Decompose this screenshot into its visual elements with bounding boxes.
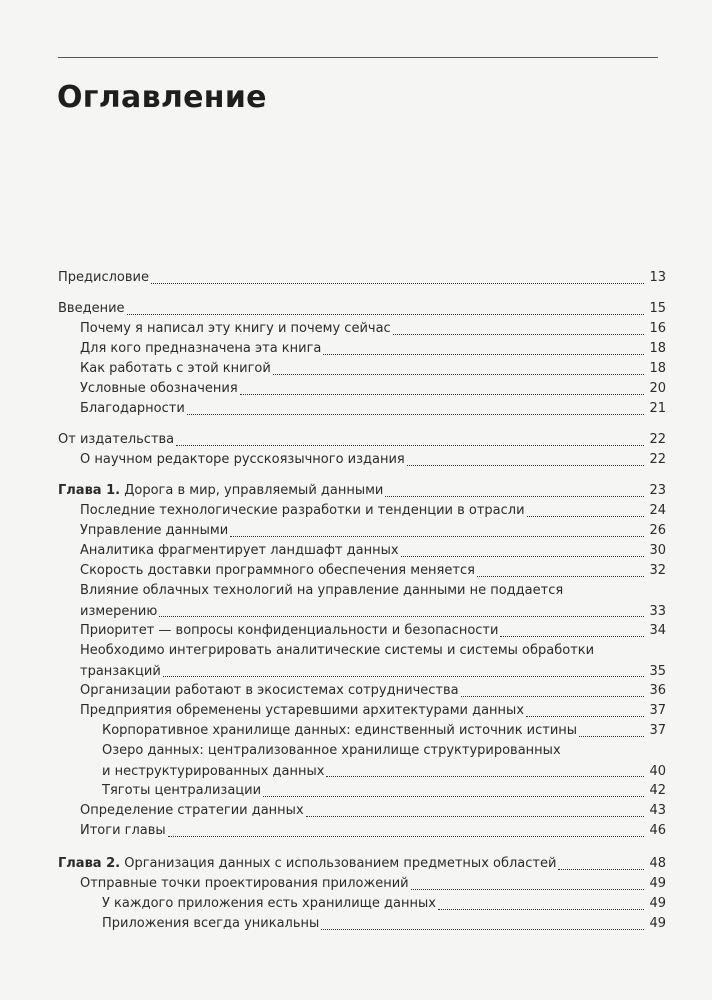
chapter-title: Организация данных с использованием предметных областей <box>124 856 557 871</box>
toc-page-number: 43 <box>649 803 666 818</box>
toc-entry[interactable] <box>58 801 666 821</box>
toc-entry-introduction[interactable] <box>58 299 666 319</box>
toc-entry-label: Приложения всегда уникальны <box>102 916 320 931</box>
toc-page-number: 33 <box>649 604 666 619</box>
toc-entry-label: Как работать с этой книгой <box>80 361 271 376</box>
toc-entry-preface[interactable] <box>58 268 666 288</box>
toc-page-number: 36 <box>649 683 666 698</box>
toc-entry-label: Организации работают в экосистемах сотрудничества <box>80 683 459 698</box>
toc-page-number: 24 <box>649 503 666 518</box>
toc-entry[interactable] <box>58 781 666 801</box>
toc-entry-label: Предисловие <box>58 270 149 285</box>
leader-dots <box>151 283 644 284</box>
leader-dots <box>176 445 644 446</box>
toc-entry[interactable] <box>58 894 666 914</box>
toc-entry-label: Аналитика фрагментирует ландшафт данных <box>80 543 399 558</box>
toc-page-number: 48 <box>649 856 666 871</box>
toc-page-number: 34 <box>649 623 666 638</box>
toc-entry[interactable] <box>58 501 666 521</box>
toc-entry[interactable] <box>58 641 666 681</box>
toc-entry-label: Скорость доставки программного обеспечения меняется <box>80 563 475 578</box>
toc-entry-label-line2: транзакций <box>80 664 161 679</box>
toc-entry-label: Определение стратегии данных <box>80 803 304 818</box>
leader-dots <box>385 496 644 497</box>
toc-entry-label: Корпоративное хранилище данных: единственный источник истины <box>102 723 578 738</box>
leader-dots <box>187 414 644 415</box>
toc-entry-label: Благодарности <box>80 401 185 416</box>
toc-page-number: 49 <box>649 916 666 931</box>
toc-entry-label: Управление данными <box>80 523 229 538</box>
toc-page-number: 37 <box>649 703 666 718</box>
toc-entry-label-line2: измерению <box>80 604 158 619</box>
toc-entry-label: Приоритет — вопросы конфиденциальности и безопасности <box>80 623 499 638</box>
toc-entry[interactable] <box>58 821 666 841</box>
toc-page-number: 18 <box>649 341 666 356</box>
toc-entry-label: Условные обозначения <box>80 381 238 396</box>
leader-dots <box>321 929 644 930</box>
toc-page-number: 15 <box>649 301 666 316</box>
toc-page-number: 22 <box>649 452 666 467</box>
toc-entry-label: Предприятия обременены устаревшими архитектурами данных <box>80 703 525 718</box>
toc-page-number: 37 <box>649 723 666 738</box>
toc-entry[interactable] <box>58 450 666 470</box>
toc-page-number: 16 <box>649 321 666 336</box>
leader-dots <box>461 696 644 697</box>
toc-entry[interactable] <box>58 581 666 621</box>
toc-entry-label-line1: Озеро данных: централизованное хранилище структурированных <box>102 743 561 758</box>
toc-entry[interactable] <box>58 521 666 541</box>
toc-entry[interactable] <box>58 914 666 934</box>
leader-dots <box>168 836 644 837</box>
toc-entry[interactable] <box>58 681 666 701</box>
leader-dots <box>500 636 644 637</box>
leader-dots <box>326 776 644 777</box>
toc-entry[interactable] <box>58 339 666 359</box>
toc-entry-chapter-1[interactable] <box>58 481 666 501</box>
toc-entry-label: От издательства <box>58 432 175 447</box>
toc-entry[interactable] <box>58 874 666 894</box>
toc-entry-label: О научном редакторе русскоязычного издания <box>80 452 405 467</box>
toc-page-number: 32 <box>649 563 666 578</box>
toc-entry-label: Отправные точки проектирования приложений <box>80 876 409 891</box>
toc-page-number: 26 <box>649 523 666 538</box>
toc-entry-label: Введение <box>58 301 125 316</box>
toc-page-number: 35 <box>649 664 666 679</box>
toc-entry-label: У каждого приложения есть хранилище данных <box>102 896 436 911</box>
toc-entry-label <box>58 481 383 501</box>
toc-entry[interactable] <box>58 741 666 781</box>
leader-dots <box>306 816 644 817</box>
toc-page-number: 20 <box>649 381 666 396</box>
leader-dots <box>477 576 644 577</box>
toc-entry[interactable] <box>58 359 666 379</box>
toc-entry[interactable] <box>58 379 666 399</box>
toc-page-number: 13 <box>649 270 666 285</box>
toc-page-number: 18 <box>649 361 666 376</box>
leader-dots <box>579 736 644 737</box>
toc-page-number: 21 <box>649 401 666 416</box>
leader-dots <box>323 354 644 355</box>
leader-dots <box>163 676 644 677</box>
toc-entry-label-line2: и неструктурированных данных <box>102 764 325 779</box>
toc-entry[interactable] <box>58 399 666 419</box>
toc-page-number: 23 <box>649 483 666 498</box>
toc-page-number: 30 <box>649 543 666 558</box>
leader-dots <box>393 334 644 335</box>
toc-entry-label: Тяготы централизации <box>102 783 262 798</box>
toc-entry[interactable] <box>58 621 666 641</box>
leader-dots <box>127 314 644 315</box>
toc-page-number: 49 <box>649 876 666 891</box>
toc-entry-publisher[interactable] <box>58 430 666 450</box>
leader-dots <box>527 516 644 517</box>
toc-page-number: 42 <box>649 783 666 798</box>
toc-page-number: 49 <box>649 896 666 911</box>
chapter-prefix: Глава 2. <box>58 856 121 871</box>
toc-entry-label: Итоги главы <box>80 823 166 838</box>
leader-dots <box>159 616 644 617</box>
leader-dots <box>230 536 644 537</box>
leader-dots <box>407 465 644 466</box>
toc-entry[interactable] <box>58 319 666 339</box>
leader-dots <box>558 869 644 870</box>
toc-entry[interactable] <box>58 721 666 741</box>
toc-entry[interactable] <box>58 541 666 561</box>
leader-dots <box>273 374 644 375</box>
leader-dots <box>401 556 644 557</box>
toc-page-number: 46 <box>649 823 666 838</box>
toc-entry-label <box>58 854 556 874</box>
chapter-title: Дорога в мир, управляемый данными <box>124 483 384 498</box>
toc-entry-chapter-2[interactable] <box>58 854 666 874</box>
chapter-prefix: Глава 1. <box>58 483 121 498</box>
page-title: Оглавление <box>57 80 267 115</box>
leader-dots <box>240 394 644 395</box>
top-rule <box>58 57 658 58</box>
toc-entry-label-line1: Необходимо интегрировать аналитические системы и системы обработки <box>80 643 595 658</box>
toc-entry-label: Почему я написал эту книгу и почему сейчас <box>80 321 391 336</box>
leader-dots <box>411 889 644 890</box>
leader-dots <box>526 716 644 717</box>
toc-entry-label-line1: Влияние облачных технологий на управление данными не поддается <box>80 583 564 598</box>
toc-page-number: 40 <box>649 764 666 779</box>
toc-page-number: 22 <box>649 432 666 447</box>
leader-dots <box>263 796 644 797</box>
toc-entry[interactable] <box>58 561 666 581</box>
table-of-contents <box>58 268 666 934</box>
leader-dots <box>438 909 644 910</box>
toc-entry-label: Последние технологические разработки и тенденции в отрасли <box>80 503 525 518</box>
toc-entry[interactable] <box>58 701 666 721</box>
toc-entry-label: Для кого предназначена эта книга <box>80 341 322 356</box>
